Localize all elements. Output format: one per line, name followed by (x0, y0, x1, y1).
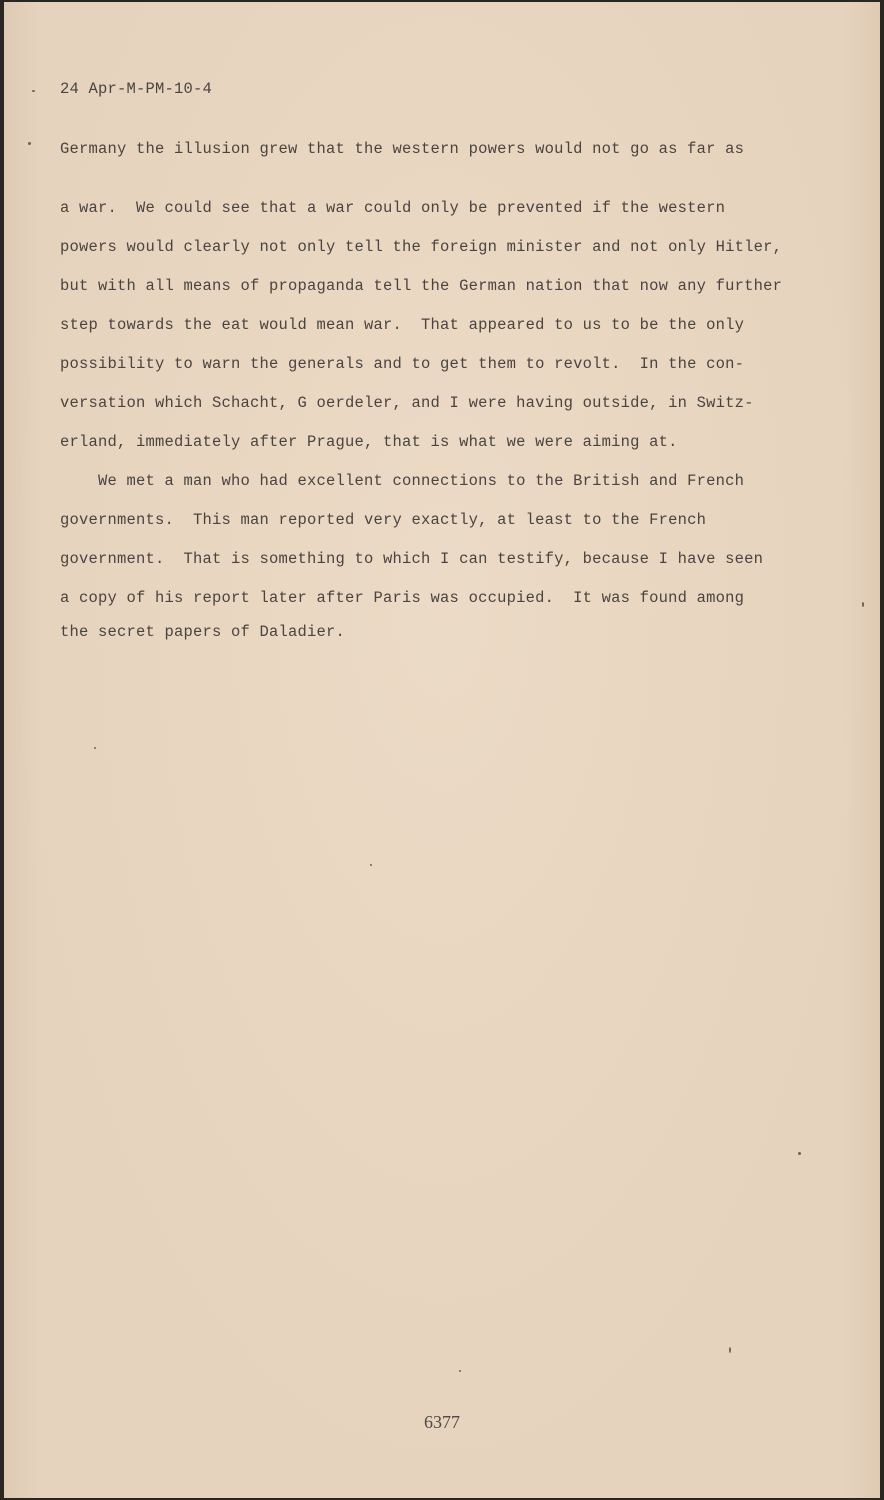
text-line: step towards the eat would mean war. That appeared to us to be the only (60, 316, 745, 334)
paper-speck (862, 602, 864, 607)
text-line: possibility to warn the generals and to get them to revolt. In the con- (60, 355, 745, 373)
text-line: a war. We could see that a war could only be prevented if the western (60, 199, 726, 217)
page-number: 6377 (424, 1412, 460, 1432)
text-line: a copy of his report later after Paris was occupied. It was found among (60, 589, 745, 607)
text-line: the secret papers of Daladier. (60, 623, 346, 641)
text-line: versation which Schacht, G oerdeler, and I were having outside, in Switz- (60, 394, 754, 412)
text-line: governments. This man reported very exactly, at least to the French (60, 511, 707, 529)
paper-speck (459, 1370, 461, 1372)
text-line: erland, immediately after Prague, that is what we were aiming at. (60, 433, 678, 451)
paper-speck (94, 747, 96, 749)
text-line: government. That is something to which I can testify, because I have seen (60, 550, 764, 568)
document-header: 24 Apr-M-PM-10-4 (60, 80, 213, 98)
paper-speck (28, 142, 31, 145)
text-line: Germany the illusion grew that the western powers would not go as far as (60, 140, 745, 158)
paper-speck (729, 1347, 731, 1353)
text-line: We met a man who had excellent connections to the British and French (60, 472, 745, 490)
paper-speck (370, 864, 372, 866)
paper-speck (32, 90, 35, 92)
paper-speck (798, 1152, 801, 1155)
text-line: powers would clearly not only tell the foreign minister and not only Hitler, (60, 238, 783, 256)
document-page (4, 2, 880, 1498)
text-line: but with all means of propaganda tell the German nation that now any further (60, 277, 783, 295)
